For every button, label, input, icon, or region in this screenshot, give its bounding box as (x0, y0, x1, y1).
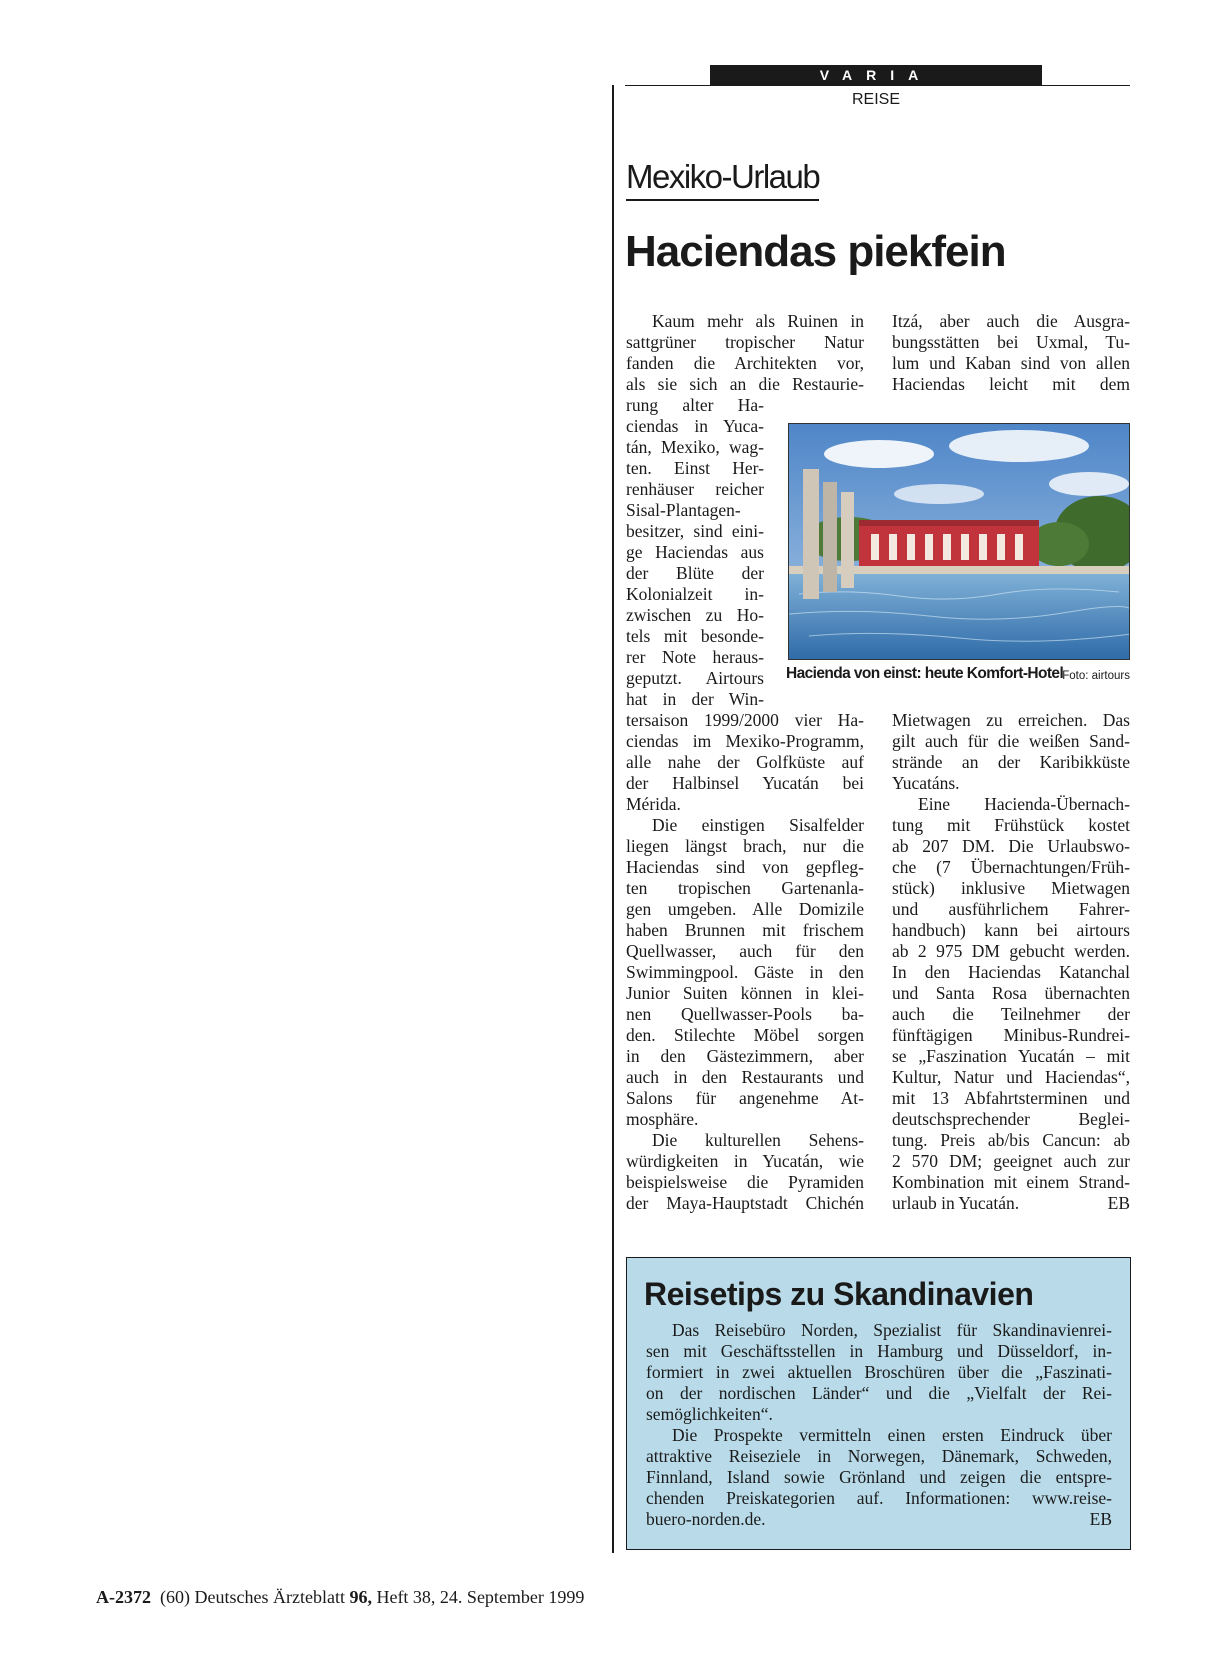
text-line: in den Gästezimmern, aber (626, 1046, 864, 1066)
text-line: Kaum mehr als Ruinen in (652, 311, 864, 331)
text-line: strände an der Karibikküste (892, 752, 1130, 772)
text-line: würdigkeiten in Yucatán, wie (626, 1151, 864, 1171)
text-line: Die einstigen Sisalfelder (652, 815, 864, 835)
text-line: zwischen zu Ho- (626, 605, 764, 625)
text-line: Haciendas sind von gepfleg- (626, 857, 864, 877)
text-line: tán, Mexiko, wag- (626, 437, 764, 457)
text-line: Sisal-Plantagen- (626, 500, 741, 520)
text-line: deutschsprechender Beglei- (892, 1109, 1130, 1129)
text-line: ab 2 975 DM gebucht werden. (892, 941, 1130, 961)
text-line: Haciendas leicht mit dem (892, 374, 1130, 394)
text-line: Kombination mit einem Strand- (892, 1172, 1130, 1192)
text-line: fanden die Architekten vor, (626, 353, 864, 373)
journal-name: Deutsches Ärzteblatt (194, 1587, 345, 1607)
header-rule (625, 85, 1130, 86)
text-line: mit 13 Abfahrtsterminen und (892, 1088, 1130, 1108)
text-line: ab 207 DM. Die Urlaubswo- (892, 836, 1130, 856)
text-line: der Halbinsel Yucatán bei (626, 773, 864, 793)
text-line: ge Haciendas aus (626, 542, 764, 562)
text-line: semöglichkeiten“. (646, 1404, 773, 1424)
text-line: Kolonialzeit in- (626, 584, 764, 604)
text-line: Salons für angenehme At- (626, 1088, 864, 1108)
text-line: Mérida. (626, 794, 681, 814)
text-line: urlaub in Yucatán. (892, 1193, 1020, 1213)
text-line: Die Prospekte vermitteln einen ersten Eindruck über (672, 1425, 1112, 1445)
text-line: Mietwagen zu erreichen. Das (892, 710, 1130, 730)
text-line: rer Note heraus- (626, 647, 764, 667)
text-line: haben Brunnen mit frischem (626, 920, 864, 940)
text-line: und ausführlichem Fahrer- (892, 899, 1130, 919)
text-line: alle nahe der Golfküste auf (626, 752, 864, 772)
text-line: geputzt. Airtours (626, 668, 764, 688)
hacienda-illustration (789, 424, 1130, 660)
article-signature: EB (1107, 1193, 1130, 1213)
journal-issue: Heft 38, 24. September 1999 (376, 1587, 585, 1607)
text-line: handbuch) kann bei airtours (892, 920, 1130, 940)
article-headline: Haciendas piekfein (625, 227, 1006, 276)
text-line: Die kulturellen Sehens- (652, 1130, 864, 1150)
text-line: Das Reisebüro Norden, Spezialist für Skandinavienrei- (672, 1320, 1112, 1340)
text-line: formiert in zwei aktuellen Broschüren über die „Faszinati- (646, 1362, 1112, 1382)
text-line: der Blüte der (626, 563, 764, 583)
subsection-label: REISE (851, 91, 900, 108)
journal-volume: 96, (349, 1587, 372, 1607)
text-line: bungsstätten bei Uxmal, Tu- (892, 332, 1130, 352)
text-line: Yucatáns. (892, 773, 960, 793)
text-line: Eine Hacienda-Übernach- (918, 794, 1130, 814)
column-rule (612, 85, 614, 1553)
text-line: rung alter Ha- (626, 395, 764, 415)
text-line: attraktive Reiseziele in Norwegen, Dänemark, Schweden, (646, 1446, 1112, 1466)
text-line: lum und Kaban sind von allen (892, 353, 1130, 373)
text-line: sen mit Geschäftsstellen in Hamburg und Düsseldorf, in- (646, 1341, 1112, 1361)
page-number: (60) (160, 1587, 190, 1607)
text-line: on der nordischen Länder“ und die „Vielfalt der Rei- (646, 1383, 1112, 1403)
text-line: tels mit besonde- (626, 626, 764, 646)
page-code: A-2372 (96, 1587, 151, 1607)
text-line: tung. Preis ab/bis Cancun: ab (892, 1130, 1130, 1150)
text-line: gen umgeben. Alle Domizile (626, 899, 864, 919)
text-line: chenden Preiskategorien auf. Informationen: www.reise- (646, 1488, 1112, 1508)
info-box-signature: EB (1089, 1509, 1112, 1529)
text-line: se „Faszination Yucatán – mit (892, 1046, 1130, 1066)
text-line: Junior Suiten können in klei- (626, 983, 864, 1003)
text-line: auch in den Restaurants und (626, 1067, 864, 1087)
text-line: fünftägigen Minibus-Rundrei- (892, 1025, 1130, 1045)
text-line: renhäuser reicher (626, 479, 764, 499)
text-line: gilt auch für die weißen Sand- (892, 731, 1130, 751)
text-line: buero-norden.de. (646, 1509, 766, 1529)
text-line: tersaison 1999/2000 vier Ha- (626, 710, 864, 730)
text-line: hat in der Win- (626, 689, 764, 709)
text-line: 2 570 DM; geeignet auch zur (892, 1151, 1130, 1171)
article-kicker: Mexiko-Urlaub (626, 157, 819, 201)
text-line: beispielsweise die Pyramiden (626, 1172, 864, 1192)
text-line: ciendas in Yuca- (626, 416, 764, 436)
text-line: Kultur, Natur und Haciendas“, (892, 1067, 1130, 1087)
text-line: liegen längst brach, nur die (626, 836, 864, 856)
text-line: Swimmingpool. Gäste in den (626, 962, 864, 982)
text-line: stück) inklusive Mietwagen (892, 878, 1130, 898)
text-line: tung mit Frühstück kostet (892, 815, 1130, 835)
text-line: Itzá, aber auch die Ausgra- (892, 311, 1130, 331)
text-line: sattgrüner tropischer Natur (626, 332, 864, 352)
info-box-title: Reisetips zu Skandinavien (644, 1276, 1034, 1312)
section-label: VARIA (710, 65, 1042, 86)
text-line: nen Quellwasser-Pools ba- (626, 1004, 864, 1024)
text-line: ten. Einst Her- (626, 458, 764, 478)
text-line: ciendas im Mexiko-Programm, (626, 731, 864, 751)
text-line: che (7 Übernachtungen/Früh- (892, 857, 1130, 877)
photo-caption: Hacienda von einst: heute Komfort-Hotel (786, 665, 1064, 682)
photo-credit: Foto: airtours (1062, 670, 1130, 682)
text-line: der Maya-Hauptstadt Chichén (626, 1193, 864, 1213)
text-line: den. Stilechte Möbel sorgen (626, 1025, 864, 1045)
text-line: Finnland, Island sowie Grönland und zeigen die entspre- (646, 1467, 1112, 1487)
hacienda-photo (788, 423, 1130, 660)
text-line: ten tropischen Gartenanla- (626, 878, 864, 898)
text-line: Quellwasser, auch für den (626, 941, 864, 961)
text-line: mosphäre. (626, 1109, 699, 1129)
text-line: als sie sich an die Restaurie- (626, 374, 864, 394)
page-footer (96, 1586, 584, 1608)
text-line: In den Haciendas Katanchal (892, 962, 1130, 982)
text-line: und Santa Rosa übernachten (892, 983, 1130, 1003)
text-line: auch die Teilnehmer der (892, 1004, 1130, 1024)
text-line: besitzer, sind eini- (626, 521, 764, 541)
